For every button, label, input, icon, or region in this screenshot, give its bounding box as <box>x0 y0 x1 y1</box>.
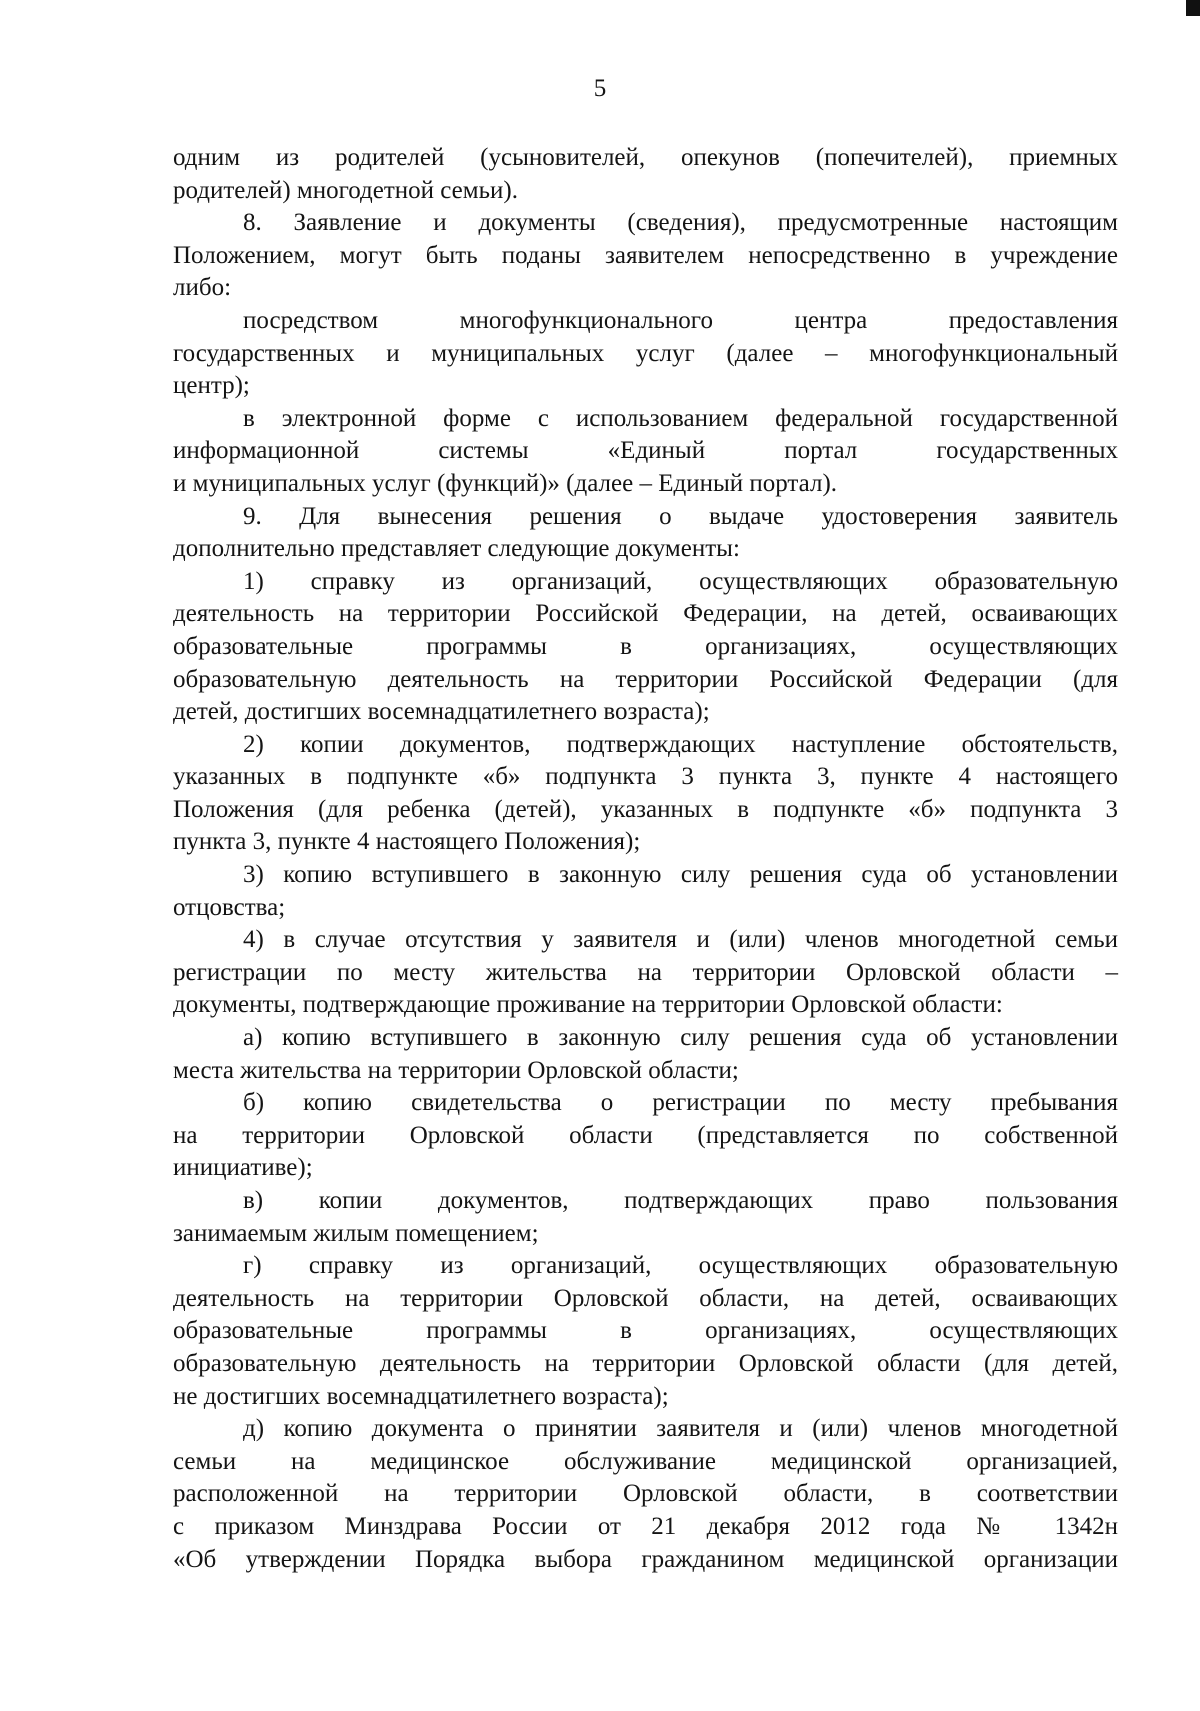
text-line: на территории Орловской области (представляется по собственной <box>173 1121 1118 1149</box>
text-line: б) копию свидетельства о регистрации по месту пребывания <box>243 1089 1118 1117</box>
text-line: г) справку из организаций, осуществляющих образовательную <box>243 1252 1118 1280</box>
text-line: Положения (для ребенка (детей), указанных в подпункте «б» подпункта 3 <box>173 795 1118 823</box>
text-line: указанных в подпункте «б» подпункта 3 пункта 3, пункте 4 настоящего <box>173 763 1118 791</box>
text-line: деятельность на территории Российской Федерации, на детей, осваивающих <box>173 600 1118 628</box>
text-line: и муниципальных услуг (функций)» (далее – Единый портал). <box>173 469 838 497</box>
text-line: родителей) многодетной семьи). <box>173 176 518 204</box>
text-line: «Об утверждении Порядка выбора гражданином медицинской организации <box>173 1545 1118 1573</box>
text-line: регистрации по месту жительства на территории Орловской области – <box>173 958 1118 986</box>
text-line: одним из родителей (усыновителей, опекунов (попечителей), приемных <box>173 144 1118 171</box>
text-line: 3) копию вступившего в законную силу решения суда об установлении <box>243 861 1118 889</box>
text-line: 4) в случае отсутствия у заявителя и (или) членов многодетной семьи <box>243 926 1118 954</box>
text-line: детей, достигших восемнадцатилетнего возраста); <box>173 698 710 726</box>
text-line: государственных и муниципальных услуг (далее – многофункциональный <box>173 339 1118 367</box>
page-number: 5 <box>593 75 607 102</box>
text-line: информационной системы «Единый портал государственных <box>173 437 1118 465</box>
text-line: занимаемым жилым помещением; <box>173 1219 539 1247</box>
text-line: инициативе); <box>173 1154 313 1182</box>
text-line: д) копию документа о принятии заявителя и (или) членов многодетной <box>243 1415 1118 1443</box>
text-line: отцовства; <box>173 893 286 921</box>
text-line: образовательную деятельность на территории Российской Федерации (для <box>173 665 1118 693</box>
text-line: дополнительно представляет следующие документы: <box>173 535 740 563</box>
text-line: места жительства на территории Орловской области; <box>173 1056 739 1084</box>
text-line: 8. Заявление и документы (сведения), предусмотренные настоящим <box>243 209 1118 237</box>
text-line: 2) копии документов, подтверждающих наступление обстоятельств, <box>243 730 1118 758</box>
text-line: в) копии документов, подтверждающих право пользования <box>243 1187 1118 1214</box>
text-line: не достигших восемнадцатилетнего возраста); <box>173 1382 669 1410</box>
text-line: деятельность на территории Орловской области, на детей, осваивающих <box>173 1284 1118 1312</box>
text-line: посредством многофункционального центра предоставления <box>243 306 1118 334</box>
text-line: документы, подтверждающие проживание на территории Орловской области: <box>173 991 1003 1019</box>
text-line: расположенной на территории Орловской области, в соответствии <box>173 1480 1118 1508</box>
text-line: Положением, могут быть поданы заявителем непосредственно в учреждение <box>173 241 1118 269</box>
text-line: пункта 3, пункте 4 настоящего Положения); <box>173 828 641 856</box>
text-line: центр); <box>173 372 250 400</box>
document-body <box>173 142 1118 1576</box>
text-line: семьи на медицинское обслуживание медицинской организацией, <box>173 1447 1118 1475</box>
text-line: 9. Для вынесения решения о выдаче удостоверения заявитель <box>243 502 1118 530</box>
text-line: с приказом Минздрава России от 21 декабря 2012 года № 1342н <box>173 1512 1118 1540</box>
text-line: образовательную деятельность на территории Орловской области (для детей, <box>173 1349 1118 1377</box>
text-line: образовательные программы в организациях, осуществляющих <box>173 632 1118 660</box>
text-line: в электронной форме с использованием федеральной государственной <box>243 404 1118 432</box>
text-line: образовательные программы в организациях, осуществляющих <box>173 1317 1118 1345</box>
text-line: 1) справку из организаций, осуществляющих образовательную <box>243 567 1118 595</box>
text-line: либо: <box>173 274 232 302</box>
scan-edge-mark <box>1186 0 1200 16</box>
text-line: а) копию вступившего в законную силу решения суда об установлении <box>243 1024 1118 1052</box>
